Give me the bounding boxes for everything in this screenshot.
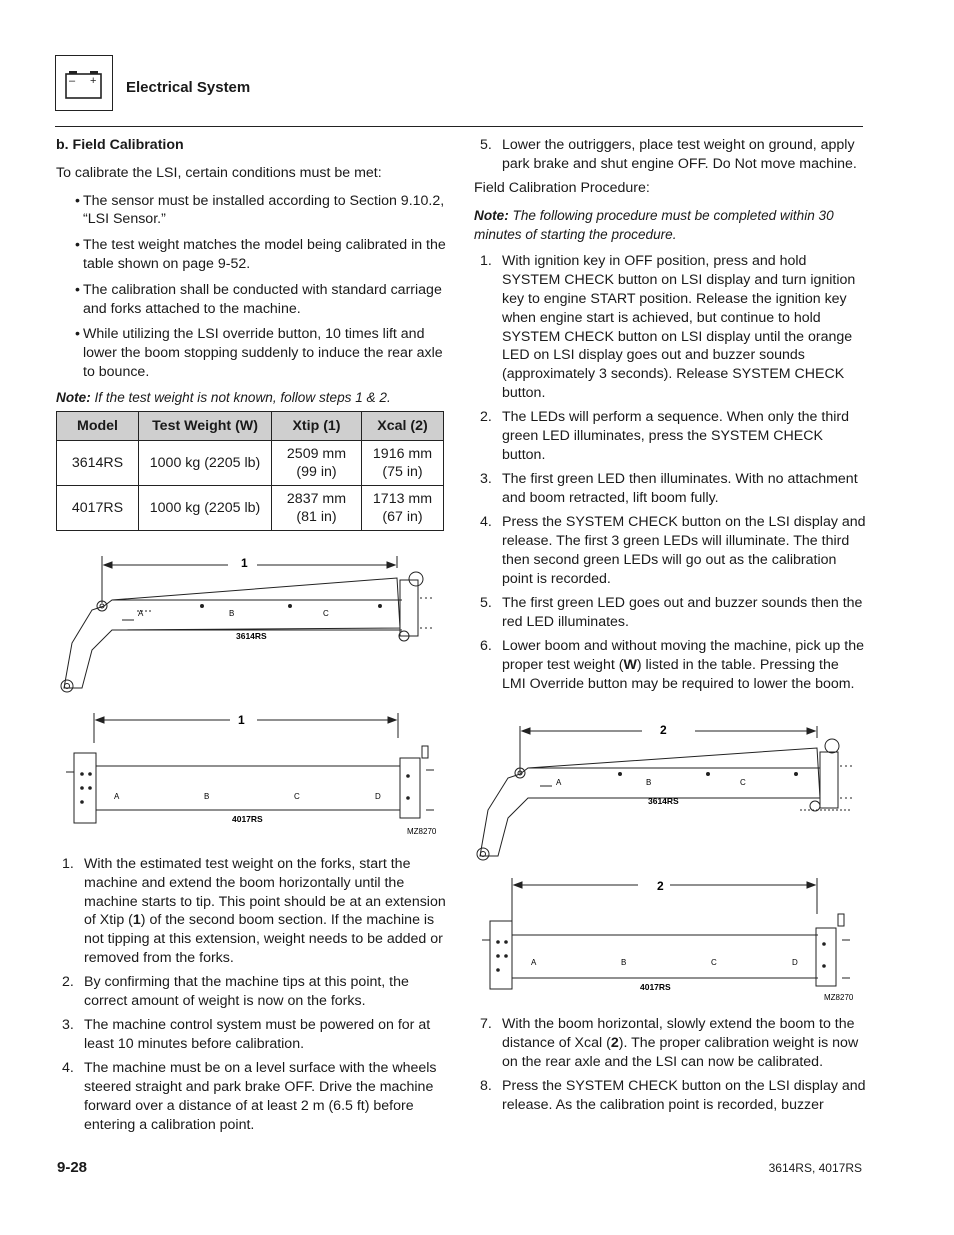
- page-number: 9-28: [57, 1159, 88, 1176]
- battery-plus: +: [90, 75, 97, 87]
- left-column-intro: [56, 136, 446, 408]
- right-steps-after: [474, 1015, 866, 1120]
- table-header: Test Weight (W): [139, 412, 272, 441]
- note-text: If the test weight is not known, follow steps 1 & 2.: [94, 389, 391, 405]
- step-text: ) listed in the table. Pressing the LMI Override button may be required to lower the boom.: [502, 656, 855, 692]
- boom-diagram-xcal: [470, 718, 866, 1008]
- calibration-steps-list: [474, 1015, 866, 1114]
- step-text: With the boom horizontal, slowly extend the boom to the distance of Xcal (: [502, 1016, 855, 1051]
- note-label: Note:: [474, 207, 509, 223]
- step-text: Press the SYSTEM CHECK button on the LSI display and release. The first 3 green LEDs will illuminate. The third then second green LEDs will go out as the calibration point is recorded.: [502, 514, 866, 587]
- step-number: 1.: [480, 253, 492, 270]
- section-label: B: [621, 958, 627, 967]
- procedure-steps-list: [474, 252, 866, 693]
- right-column: [474, 136, 866, 699]
- battery-minus: –: [69, 75, 76, 87]
- step-text: The machine must be on a level surface with the wheels steered straight and park brake OFF. Drive the machine forward over a distance of at least 2 m (6.5 ft) before entering a calibration point.: [84, 1060, 437, 1133]
- cell-line: 1916 mm: [372, 445, 433, 462]
- table-cell: [362, 441, 444, 486]
- table-cell: 4017RS: [57, 486, 139, 531]
- page-header-title: Electrical System: [126, 79, 251, 96]
- header-divider: [55, 126, 863, 127]
- section-label: C: [711, 958, 717, 967]
- table-row: [57, 441, 444, 486]
- list-item: [474, 594, 866, 632]
- note: [56, 389, 446, 408]
- tip-steps-list: [56, 855, 446, 1135]
- list-item: [474, 470, 866, 508]
- list-item: [474, 1015, 866, 1071]
- table-cell: [272, 441, 362, 486]
- step-number: 5.: [480, 137, 492, 153]
- step-number: 6.: [480, 638, 492, 655]
- cell-line: (67 in): [382, 509, 423, 525]
- section-label: D: [792, 958, 798, 967]
- step-text-bold: W: [623, 656, 637, 673]
- list-item: • While utilizing the LSI override button, 10 times lift and lower the boom stopping suddenly to induce the rear axle to bounce.: [56, 325, 446, 381]
- step-text: ) of the second boom section. If the machine is not tipping at this extension, weight needs to be added or removed from the forks.: [84, 912, 443, 966]
- table-header: Xtip (1): [272, 412, 362, 441]
- list-item: [474, 252, 866, 402]
- cell-line: 1713 mm: [372, 490, 433, 507]
- model-label: 4017RS: [640, 982, 671, 992]
- model-label: 4017RS: [232, 814, 263, 824]
- boom-diagram-xtip: [52, 548, 448, 840]
- conditions-list: [56, 192, 446, 382]
- section-label: B: [646, 778, 652, 787]
- step-number: 3.: [480, 471, 492, 488]
- step-text: With the estimated test weight on the forks, start the machine and extend the boom horizontally until the machine starts to tip. This point should be at an extension of Xtip (: [84, 856, 446, 929]
- list-item: [56, 1016, 446, 1054]
- section-label: C: [294, 792, 300, 801]
- list-item: [56, 855, 446, 968]
- step-text-bold: 2: [610, 1034, 619, 1051]
- section-title: b. Field Calibration: [56, 137, 184, 153]
- table-header-row: [57, 412, 444, 441]
- step-text: By confirming that the machine tips at this point, the correct amount of weight is now on the forks.: [84, 974, 409, 1010]
- section-label: A: [138, 609, 144, 618]
- xcal-dim-label-top: 2: [660, 723, 667, 737]
- model-label: 3614RS: [648, 796, 679, 806]
- section-label: A: [556, 778, 562, 787]
- table-cell: [272, 486, 362, 531]
- left-steps: [56, 855, 446, 1140]
- figure-code: MZ8270: [407, 827, 437, 836]
- section-label: B: [229, 609, 235, 618]
- step-number: 7.: [480, 1016, 492, 1032]
- table-cell: 1000 kg (2205 lb): [139, 486, 272, 531]
- prep-steps-list: [474, 136, 866, 174]
- list-item: [56, 973, 446, 1011]
- step-text: Lower the outriggers, place test weight on ground, apply park brake and shut engine OFF. Do Not move machine.: [502, 137, 857, 172]
- step-number: 1.: [62, 856, 74, 872]
- note-label: Note:: [56, 389, 91, 405]
- section-label: D: [375, 792, 381, 801]
- step-number: 8.: [480, 1077, 492, 1094]
- procedure-title: Field Calibration Procedure:: [474, 180, 650, 197]
- step-text: The first green LED then illuminates. With no attachment and boom retracted, lift boom fully.: [502, 471, 858, 507]
- step-text: The first green LED goes out and buzzer sounds then the red LED illuminates.: [502, 595, 863, 630]
- step-text: With ignition key in OFF position, press and hold SYSTEM CHECK button on LSI display and turn ignition key to engine START position. Release the ignition key when engine start is achieved, but continue to hold SYSTEM CHECK button on LSI display until the orange LED on LSI display goes out and buzzer sounds (approximately 3 seconds). Release SYSTEM CHECK button.: [502, 253, 856, 402]
- list-item: • The calibration shall be conducted with standard carriage and forks attached to the machine.: [56, 281, 446, 319]
- table-cell: 3614RS: [57, 441, 139, 486]
- section-label: A: [114, 792, 120, 801]
- step-text: Lower boom and without moving the machine, pick up the proper test weight (: [502, 638, 864, 673]
- cell-line: (81 in): [296, 509, 337, 525]
- step-text: ). The proper calibration weight is now on the rear axle and the LSI can now be calibrated.: [502, 1034, 859, 1070]
- calibration-table: [56, 411, 444, 531]
- section-label: B: [204, 792, 210, 801]
- step-text: The LEDs will perform a sequence. When only the third green LED illuminates, press the SYSTEM CHECK button.: [502, 409, 849, 463]
- step-number: 5.: [480, 595, 492, 612]
- xtip-dim-label-bottom: 1: [238, 713, 245, 727]
- table-cell: [362, 486, 444, 531]
- xcal-dim-label-bottom: 2: [657, 879, 664, 893]
- figure-code: MZ8270: [824, 993, 854, 1002]
- list-item: [474, 1077, 866, 1115]
- step-text: Press the SYSTEM CHECK button on the LSI display and release. As the calibration point is recorded, buzzer: [502, 1077, 866, 1113]
- step-text: The machine control system must be powered on for at least 10 minutes before calibration.: [84, 1017, 431, 1053]
- table-header: Model: [57, 412, 139, 441]
- cell-line: 2837 mm: [286, 490, 347, 507]
- footer-models: 3614RS, 4017RS: [768, 1161, 862, 1175]
- xtip-dim-label-top: 1: [241, 556, 248, 570]
- step-text-bold: 1: [132, 912, 141, 929]
- list-item: [474, 637, 866, 693]
- section-label: A: [531, 958, 537, 967]
- list-item: [474, 136, 866, 174]
- cell-line: (99 in): [296, 464, 337, 480]
- table-cell: 1000 kg (2205 lb): [139, 441, 272, 486]
- list-item: • The test weight matches the model being calibrated in the table shown on page 9-52.: [56, 236, 446, 274]
- step-number: 3.: [62, 1017, 74, 1034]
- note: [474, 207, 866, 245]
- table-header: Xcal (2): [362, 412, 444, 441]
- step-number: 4.: [480, 514, 492, 531]
- step-number: 4.: [62, 1060, 74, 1077]
- list-item: [474, 408, 866, 464]
- section-label: C: [740, 778, 746, 787]
- cell-line: 2509 mm: [286, 445, 347, 462]
- step-number: 2.: [480, 409, 492, 426]
- note-text: The following procedure must be completed within 30 minutes of starting the procedure.: [474, 207, 834, 242]
- intro-text: To calibrate the LSI, certain conditions must be met:: [56, 164, 382, 181]
- list-item: [474, 513, 866, 588]
- battery-icon: [56, 56, 111, 109]
- cell-line: (75 in): [382, 464, 423, 480]
- battery-icon-box: [55, 55, 113, 111]
- section-label: C: [323, 609, 329, 618]
- list-item: • The sensor must be installed according to Section 9.10.2, “LSI Sensor.”: [56, 192, 446, 230]
- table-row: [57, 486, 444, 531]
- model-label: 3614RS: [236, 631, 267, 641]
- step-number: 2.: [62, 974, 74, 991]
- list-item: [56, 1059, 446, 1134]
